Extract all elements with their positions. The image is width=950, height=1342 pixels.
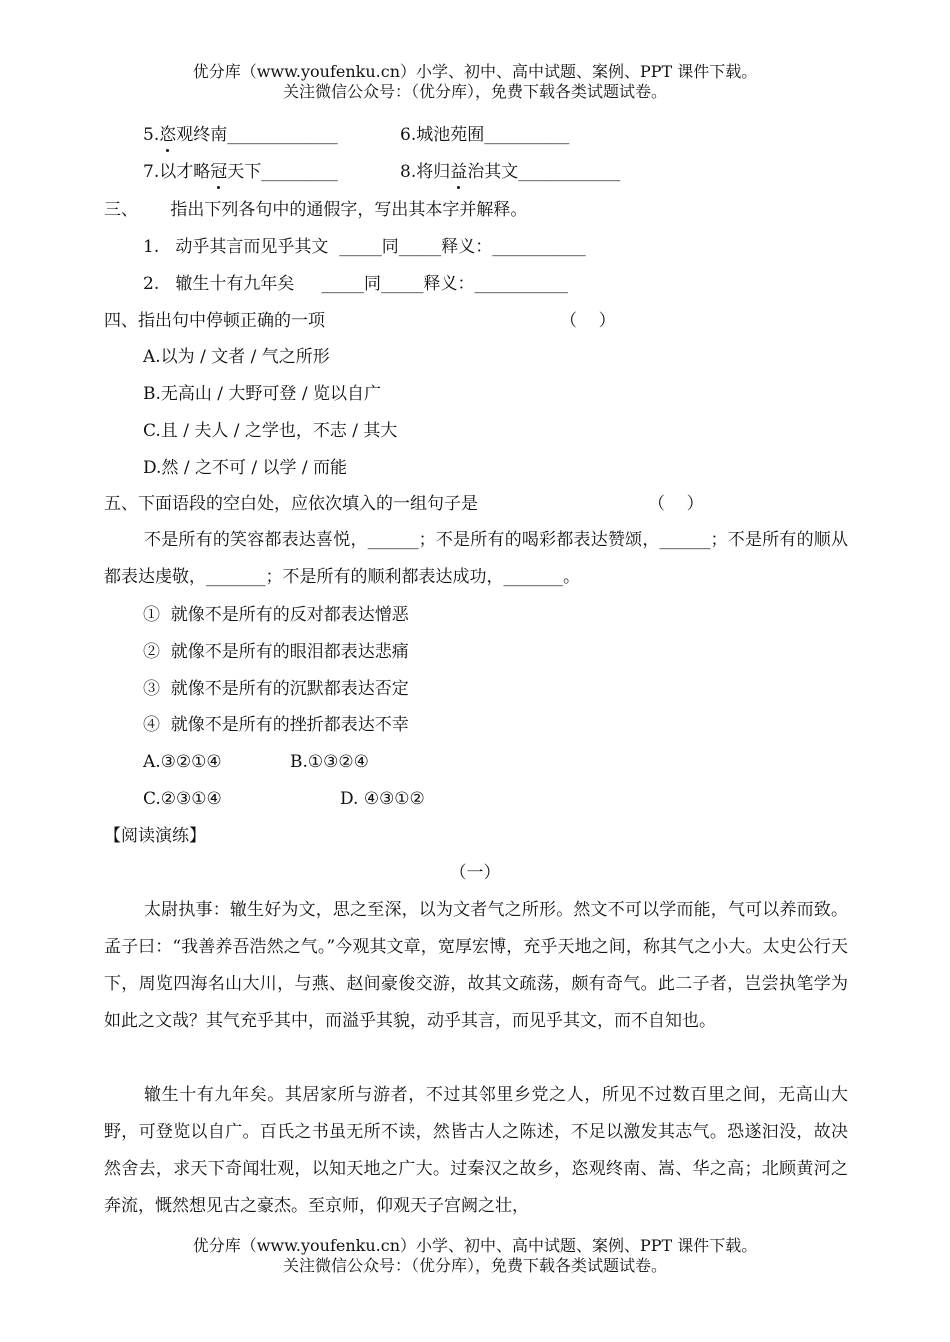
page-footer <box>0 1236 950 1276</box>
footer-line-2: 关注微信公众号：（优分库），免费下载各类试题试卷。 <box>282 1256 667 1275</box>
item-7-text-a: 7.以才略 <box>143 162 211 182</box>
section-3-q1: 1. 动乎其言而见乎其文 _____同_____释义：___________ <box>143 237 586 257</box>
section-4-bracket: （ ） <box>560 311 616 331</box>
section-5-bracket: （ ） <box>648 494 704 514</box>
section-5-answer-c: C.②③①④ <box>143 789 222 809</box>
section-4-option-c: C.且 / 夫人 / 之学也，不志 / 其大 <box>143 421 398 441</box>
item-7-dotted-char: 冠 <box>210 162 228 182</box>
reading-title: 【阅读演练】 <box>104 826 206 846</box>
section-5-answer-a: A.③②①④ <box>143 752 222 772</box>
section-5-answer-d: D. ④③①② <box>340 789 425 809</box>
footer-line-1: 优分库（www.youfenku.cn）小学、初中、高中试题、案例、PPT 课件下载。 <box>192 1236 758 1255</box>
item-8-text-a: 8.将归 <box>400 162 451 182</box>
reading-paragraph-2 <box>104 1077 848 1225</box>
section-5-answer-b: B.①③②④ <box>290 752 369 772</box>
page-header <box>0 62 950 102</box>
item-5 <box>143 124 338 146</box>
section-5-option-4: ④ 就像不是所有的挫折都表达不幸 <box>143 715 409 735</box>
item-5-number: 5. <box>143 125 160 145</box>
section-3-title: 三、 指出下列各句中的通假字，写出其本字并解释。 <box>104 200 528 220</box>
header-line-2: 关注微信公众号：（优分库），免费下载各类试题试卷。 <box>282 82 667 101</box>
section-5-passage-text: 不是所有的笑容都表达喜悦，______；不是所有的喝彩都表达赞颂，______；不是所有的顺从都表达虔敬，_______；不是所有的顺利都表达成功，_______。 <box>104 530 848 587</box>
reading-paragraph-1 <box>104 892 848 1040</box>
section-5-option-3: ③ 就像不是所有的沉默都表达否定 <box>143 679 409 699</box>
item-7-text-b: 天下_________ <box>227 162 338 182</box>
reading-paragraph-2-text: 辙生十有九年矣。其居家所与游者，不过其邻里乡党之人，所见不过数百里之间，无高山大野，可登览以自广。百氏之书虽无所不读，然皆古人之陈述，不足以激发其志气。恐遂汩没，故决然舍去，求天下奇闻壮观，以知天地之广大。过秦汉之故乡，恣观终南、嵩、华之高；北顾黄河之奔流，慨然想见古之豪杰。至京师，仰观天子宫阙之壮， <box>104 1085 848 1216</box>
section-4-option-a: A.以为 / 文者 / 气之所形 <box>143 347 330 367</box>
reading-subtitle: （一） <box>449 863 501 883</box>
item-5-dotted-char: 恣 <box>159 125 177 145</box>
section-5-option-1: ① 就像不是所有的反对都表达憎恶 <box>143 605 409 625</box>
item-8-text-b: 治其文____________ <box>467 162 621 182</box>
item-8 <box>400 161 620 183</box>
item-5-text: 观终南_____________ <box>176 125 338 145</box>
item-8-dotted-char: 益 <box>450 162 468 182</box>
reading-paragraph-1-text: 太尉执事：辙生好为文，思之至深，以为文者气之所形。然文不可以学而能，气可以养而致。孟子曰：“我善养吾浩然之气。”今观其文章，宽厚宏博，充乎天地之间，称其气之小大。太史公行天下，周览四海名山大川，与燕、赵间豪俊交游，故其文疏荡，颇有奇气。此二子者，岂尝执笔学为如此之文哉？其气充乎其中，而溢乎其貌，动乎其言，而见乎其文，而不自知也。 <box>104 900 848 1031</box>
section-4-option-d: D.然 / 之不可 / 以学 / 而能 <box>143 458 348 478</box>
section-4-title: 四、指出句中停顿正确的一项 <box>104 311 325 331</box>
section-5-title: 五、下面语段的空白处，应依次填入的一组句子是 <box>104 494 478 514</box>
item-7 <box>143 161 338 183</box>
section-3-q2: 2. 辙生十有九年矣 _____同_____释义：___________ <box>143 274 568 294</box>
header-line-1: 优分库（www.youfenku.cn）小学、初中、高中试题、案例、PPT 课件下载。 <box>192 62 758 81</box>
section-4-option-b: B.无高山 / 大野可登 / 览以自广 <box>143 384 381 404</box>
section-5-option-2: ② 就像不是所有的眼泪都表达悲痛 <box>143 642 409 662</box>
section-5-passage <box>104 522 848 596</box>
item-6: 6.城池苑囿__________ <box>400 125 570 145</box>
